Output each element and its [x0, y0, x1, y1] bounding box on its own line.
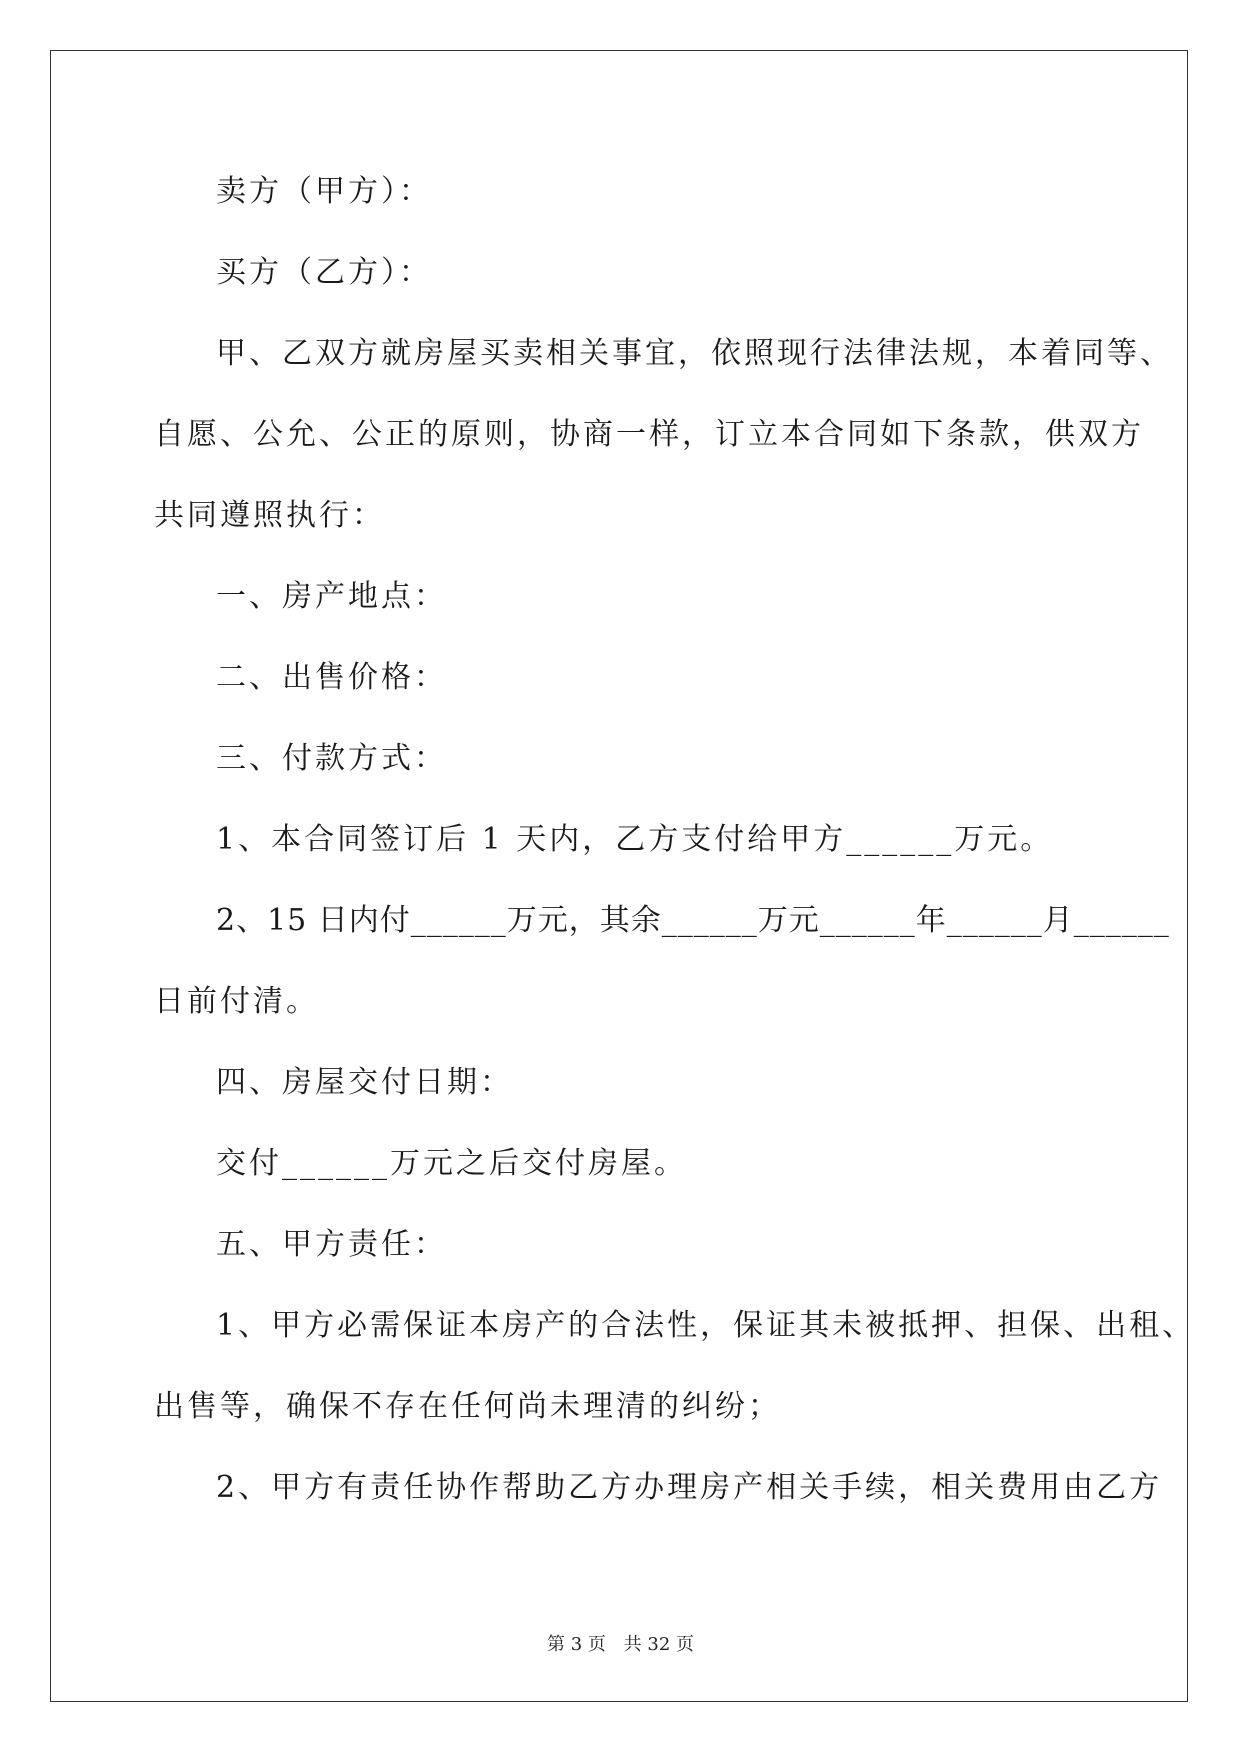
- seller-duty-1-line-1: 1、甲方必需保证本房产的合法性，保证其未被抵押、担保、出租、: [216, 1308, 1196, 1343]
- section-4-heading: 四、房屋交付日期：: [216, 1065, 513, 1100]
- section-3-heading: 三、付款方式：: [216, 741, 447, 776]
- page-footer: [0, 1630, 1241, 1656]
- page-number: 第 3 页: [547, 1634, 606, 1655]
- payment-clause-2-line-2: 日前付清。: [154, 984, 319, 1019]
- page-border: [50, 50, 1188, 1702]
- seller-duty-2-line-1: 2、甲方有责任协作帮助乙方办理房产相关手续，相关费用由乙方: [216, 1470, 1163, 1505]
- seller-duty-1-line-2: 出售等，确保不存在任何尚未理清的纠纷；: [154, 1389, 781, 1424]
- seller-line: 卖方（甲方）：: [216, 174, 432, 209]
- payment-clause-2-line-1: 2、15 日内付______万元，其余______万元______年______月______: [216, 903, 1170, 938]
- page-total: 共 32 页: [623, 1634, 694, 1655]
- section-5-heading: 五、甲方责任：: [216, 1227, 447, 1262]
- payment-clause-1: 1、本合同签订后 1 天内，乙方支付给甲方______万元。: [216, 822, 1054, 857]
- intro-paragraph-line-2: 自愿、公允、公正的原则，协商一样，订立本合同如下条款，供双方: [154, 417, 1144, 452]
- delivery-clause: 交付______万元之后交付房屋。: [216, 1146, 687, 1181]
- intro-paragraph-line-1: 甲、乙双方就房屋买卖相关事宜，依照现行法律法规，本着同等、: [216, 336, 1173, 371]
- section-2-heading: 二、出售价格：: [216, 660, 447, 695]
- buyer-line: 买方（乙方）：: [216, 255, 432, 290]
- section-1-heading: 一、房产地点：: [216, 579, 447, 614]
- intro-paragraph-line-3: 共同遵照执行：: [154, 498, 385, 533]
